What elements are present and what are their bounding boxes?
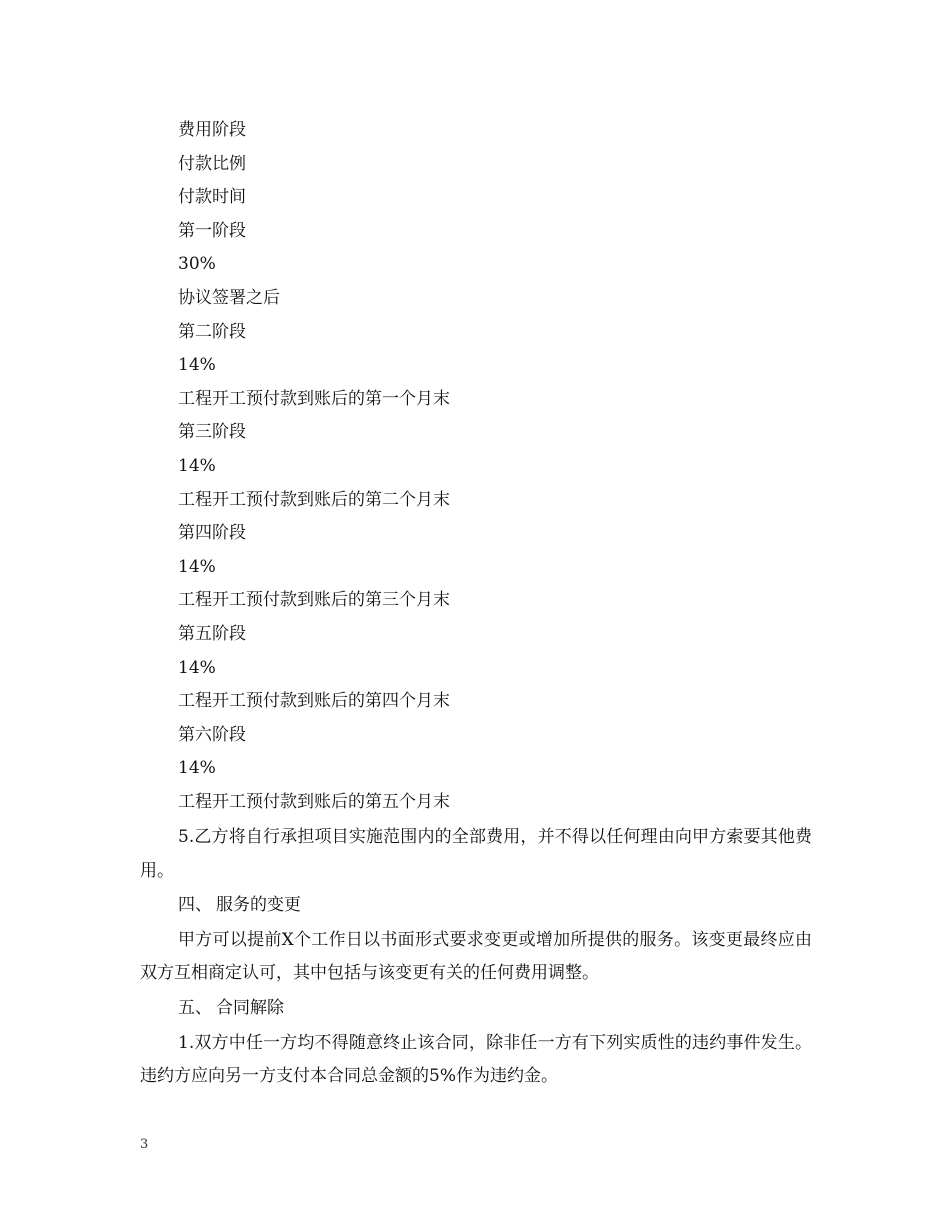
clause-5-paragraph: 5.乙方将自行承担项目实施范围内的全部费用，并不得以任何理由向甲方索要其他费用。 (140, 827, 812, 881)
table-row-2-ratio: 14% (178, 355, 216, 376)
table-row-6-ratio: 14% (178, 758, 216, 779)
table-row-2-time: 工程开工预付款到账后的第一个月末 (178, 388, 450, 409)
table-row-3-time: 工程开工预付款到账后的第二个月末 (178, 489, 450, 510)
section-5-title: 合同解除 (216, 997, 284, 1018)
table-row-6-time: 工程开工预付款到账后的第五个月末 (178, 791, 450, 812)
section-5-clause-1-paragraph: 1.双方中任一方均不得随意终止该合同，除非任一方有下列实质性的违约事件发生。违约方应向另一方支付本合同总金额的5%作为违约金。 (140, 1032, 812, 1087)
table-row-1-time: 协议签署之后 (178, 287, 280, 308)
table-header-time: 付款时间 (178, 187, 246, 208)
section-4-paragraph: 甲方可以提前X个工作日以书面形式要求变更或增加所提供的服务。该变更最终应由双方互相商定认可，其中包括与该变更有关的任何费用调整。 (140, 929, 812, 984)
table-row-2-stage: 第二阶段 (178, 321, 246, 342)
table-row-5-time: 工程开工预付款到账后的第四个月末 (178, 691, 450, 712)
section-5-heading (140, 992, 812, 1026)
table-row-4-ratio: 14% (178, 556, 216, 577)
section-4-title: 服务的变更 (216, 895, 301, 916)
table-row-4-stage: 第四阶段 (178, 523, 246, 544)
table-row-4-time: 工程开工预付款到账后的第三个月末 (178, 590, 450, 611)
table-row-1-ratio: 30% (178, 254, 216, 275)
payment-schedule-table (178, 114, 818, 819)
section-4-heading (140, 889, 812, 923)
section-5-number: 五、 (178, 997, 212, 1018)
table-row-1-stage: 第一阶段 (178, 220, 246, 241)
table-header-stage: 费用阶段 (178, 120, 246, 140)
section-4-number: 四、 (178, 895, 212, 916)
table-row-5-ratio: 14% (178, 657, 216, 678)
table-header-ratio: 付款比例 (178, 153, 246, 174)
table-row-3-ratio: 14% (178, 455, 216, 476)
contract-body (140, 821, 812, 1094)
table-row-3-stage: 第三阶段 (178, 422, 246, 443)
table-row-6-stage: 第六阶段 (178, 724, 246, 745)
page-number: 3 (140, 1137, 149, 1152)
table-row-5-stage: 第五阶段 (178, 623, 246, 644)
